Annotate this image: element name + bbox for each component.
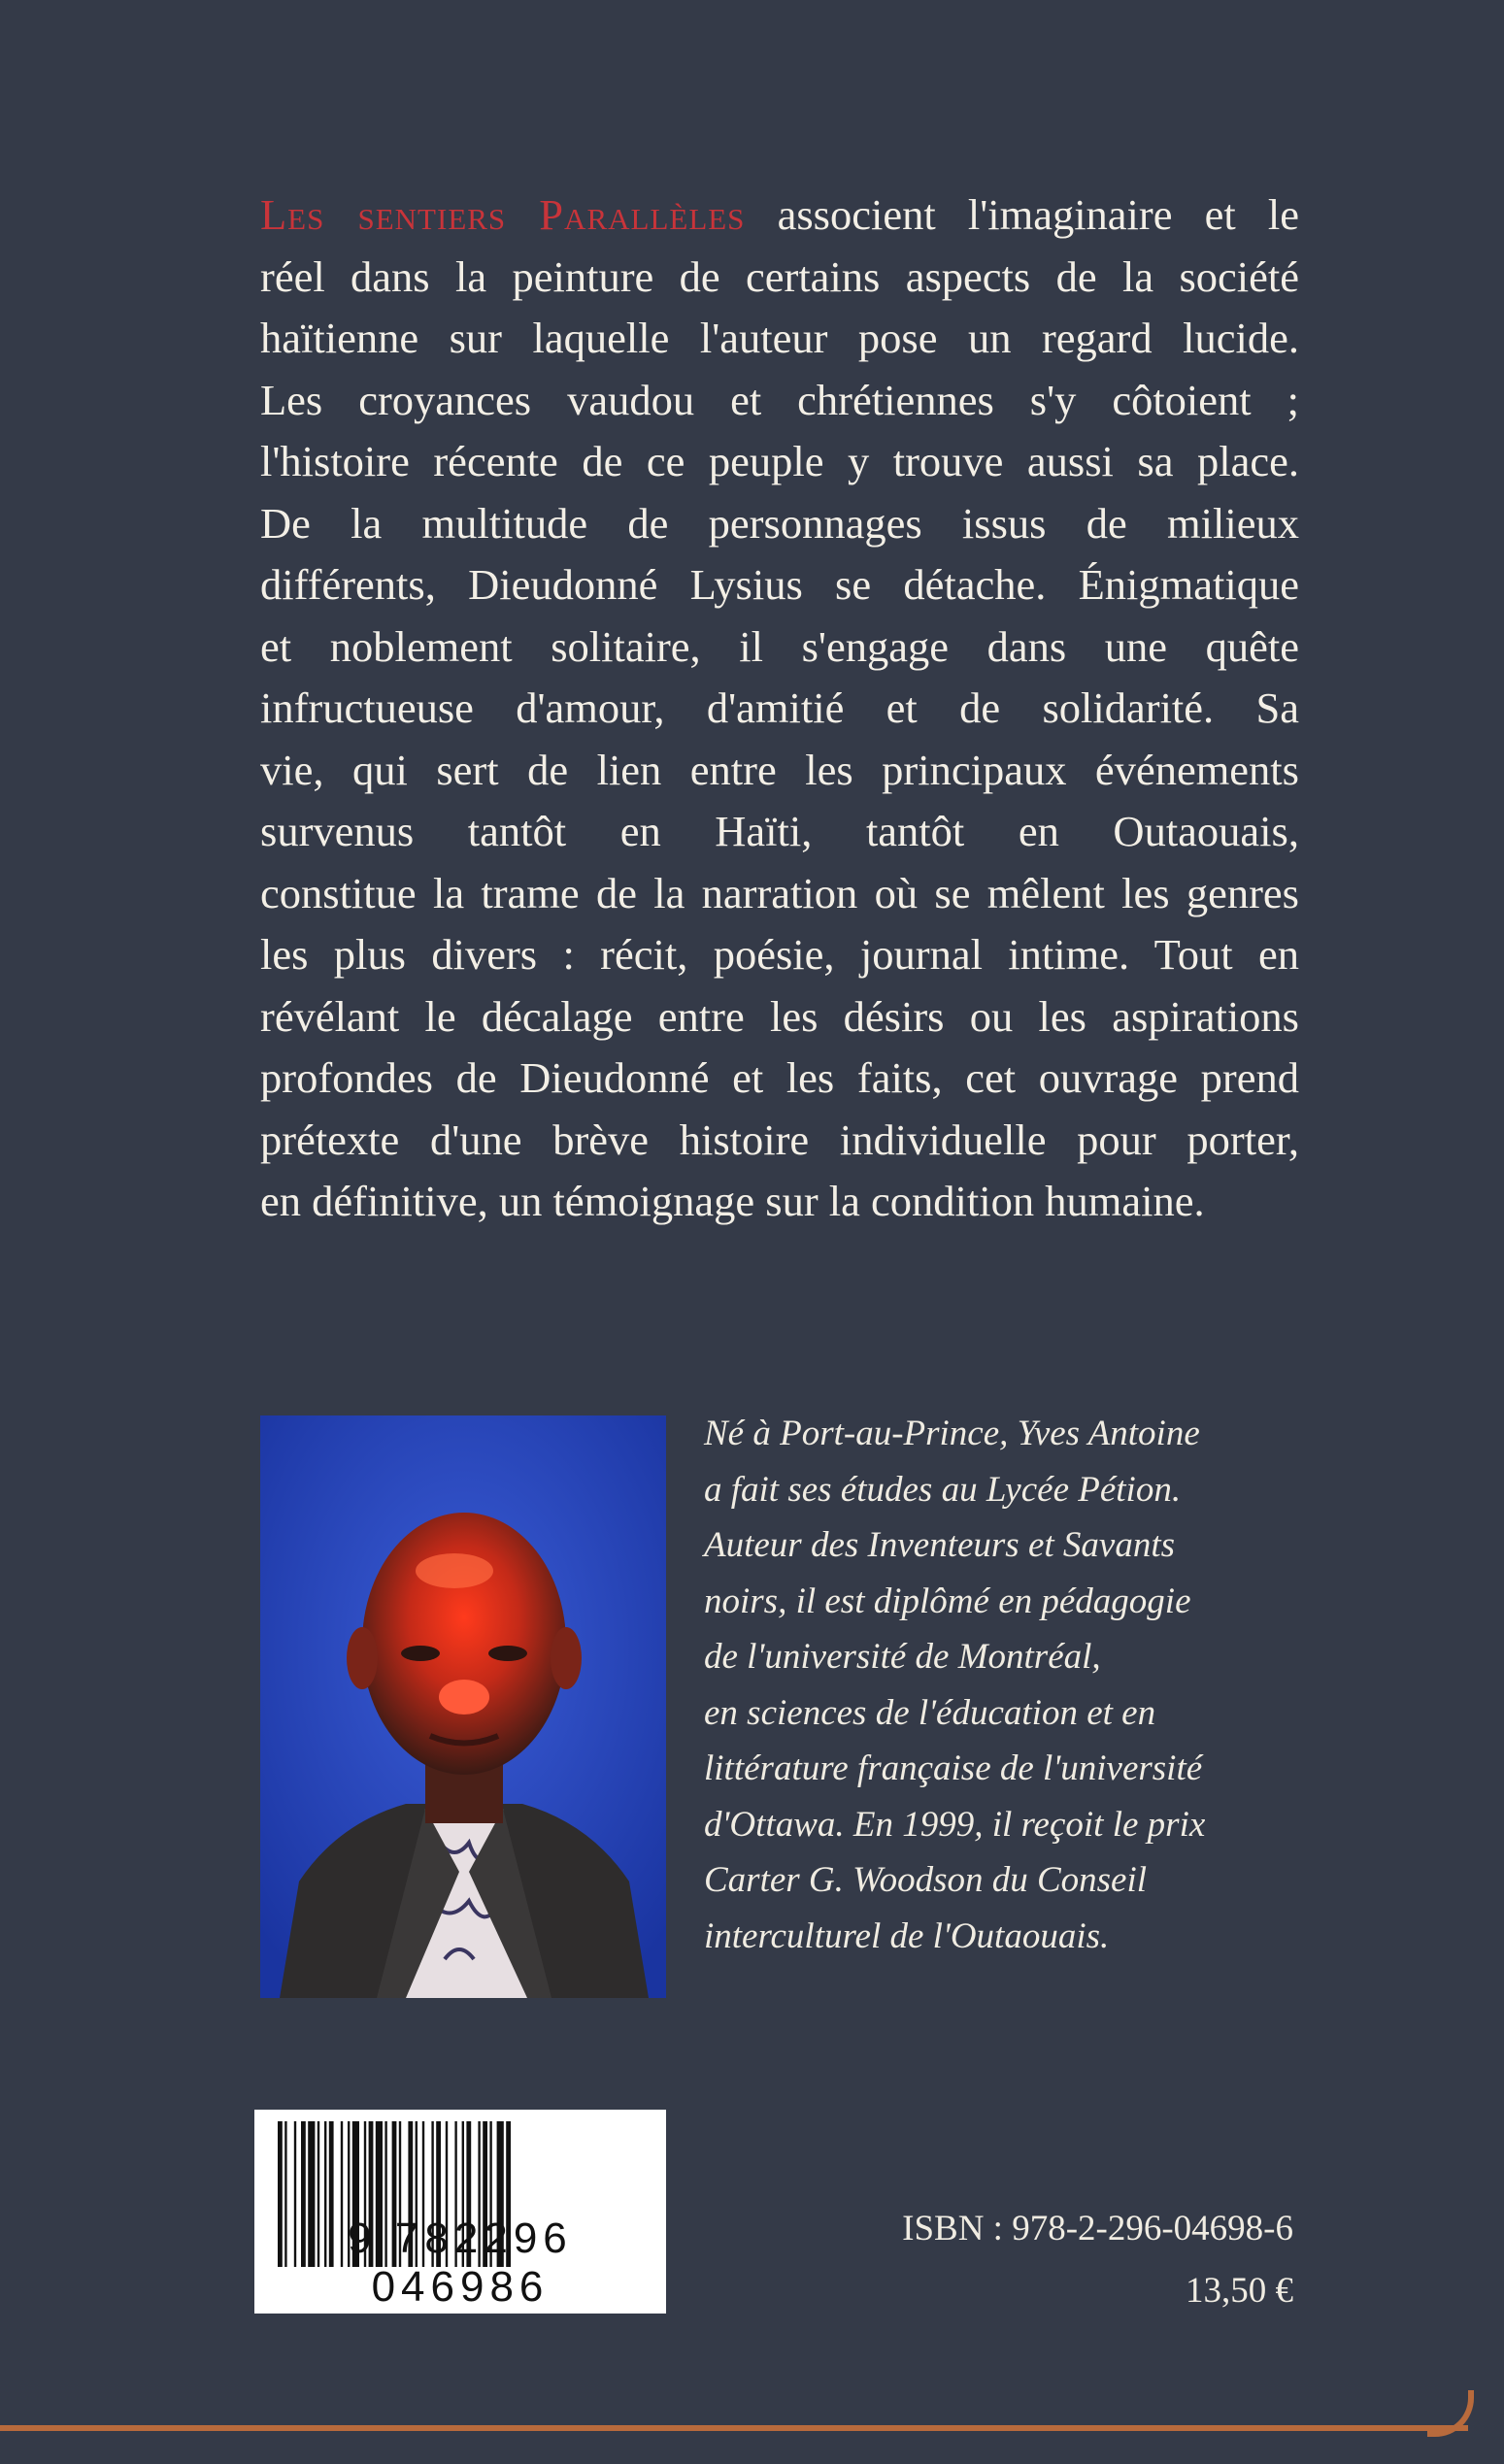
synopsis-text [260, 184, 1299, 1233]
synopsis-line-1: Les sentiers Parallèles associent l'imaginaire et le [260, 190, 1299, 239]
synopsis-line: en définitive, un témoignage sur la condition humaine. [260, 1177, 1205, 1225]
synopsis-line: De la multitude de personnages issus de milieux [260, 498, 1299, 548]
synopsis-line: révélant le décalage entre les désirs ou les aspirations [260, 991, 1299, 1041]
bio-line: d'Ottawa. En 1999, il reçoit le prix [704, 1804, 1206, 1845]
synopsis-line: haïtienne sur laquelle l'auteur pose un regard lucide. [260, 314, 1299, 362]
synopsis-line: profondes de Dieudonné et les faits, cet ouvrage prend [260, 1053, 1299, 1102]
book-title: Les sentiers Parallèles [260, 190, 746, 239]
synopsis-line: survenus tantôt en Haïti, tantôt en Outaouais, [260, 807, 1299, 855]
price-text: 13,50 € [1186, 2271, 1293, 2311]
bio-line: interculturel de l'Outaouais. [704, 1915, 1110, 1956]
synopsis-line: constitue la trame de la narration où se mêlent les genres [260, 868, 1299, 917]
bio-line: littérature française de l'université [704, 1748, 1203, 1788]
synopsis-line: vie, qui sert de lien entre les principaux événements [260, 745, 1299, 794]
author-photo [260, 1415, 666, 1998]
bio-line: Carter G. Woodson du Conseil [704, 1860, 1148, 1900]
bio-line: noirs, il est diplômé en pédagogie [704, 1581, 1191, 1621]
bio-line: de l'université de Montréal, [704, 1637, 1101, 1677]
bottom-accent-line [0, 2425, 1468, 2431]
synopsis-line: différents, Dieudonné Lysius se détache. Énigmatique [260, 560, 1299, 609]
synopsis-line: réel dans la peinture de certains aspects de la société [260, 251, 1299, 301]
barcode [254, 2110, 666, 2314]
author-bio [704, 1406, 1306, 1964]
bio-line: Né à Port-au-Prince, Yves Antoine [704, 1414, 1200, 1453]
synopsis-line: Les croyances vaudou et chrétiennes s'y côtoient ; [260, 375, 1299, 424]
synopsis-line: infructueuse d'amour, d'amitié et de solidarité. Sa [260, 683, 1299, 732]
author-portrait-image [260, 1415, 666, 1998]
bio-line: Auteur des Inventeurs et Savants [704, 1525, 1175, 1565]
synopsis-line: et noblement solitaire, il s'engage dans une quête [260, 621, 1299, 671]
synopsis-line: l'histoire récente de ce peuple y trouve aussi sa place. [260, 437, 1299, 485]
synopsis-line: prétexte d'une brève histoire individuelle pour porter, [260, 1115, 1299, 1164]
synopsis-line: les plus divers : récit, poésie, journal intime. Tout en [260, 930, 1299, 979]
bio-line: en sciences de l'éducation et en [704, 1692, 1156, 1733]
barcode-digits: 9 782296 046986 [348, 2214, 573, 2311]
bio-line: a fait ses études au Lycée Pétion. [704, 1469, 1182, 1510]
isbn-text: ISBN : 978-2-296-04698-6 [902, 2209, 1293, 2248]
